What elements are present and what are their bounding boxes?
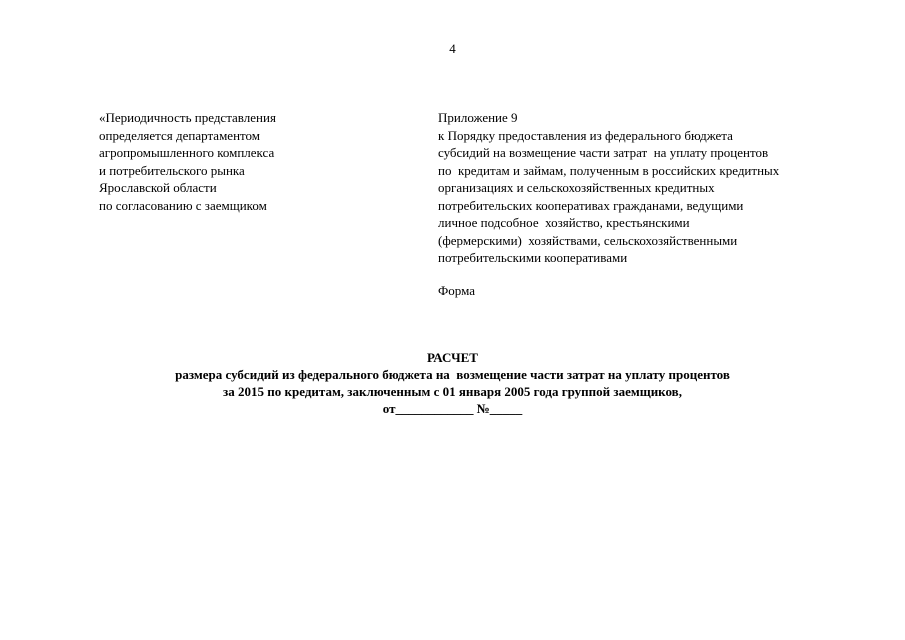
page-number: 4 bbox=[449, 41, 456, 56]
calculation-subtitle-line: за 2015 по кредитам, заключенным с 01 января 2005 года группой заемщиков, bbox=[223, 384, 682, 399]
periodicity-note-line: по согласованию с заемщиком bbox=[99, 197, 267, 213]
appendix-line: личное подсобное хозяйство, крестьянскими bbox=[438, 215, 690, 230]
appendix-line: (фермерскими) хозяйствами, сельскохозяйственными bbox=[438, 232, 738, 248]
calculation-heading bbox=[0, 349, 905, 417]
appendix-title: Приложение 9 bbox=[438, 110, 518, 125]
appendix-line: организациях и сельскохозяйственных кредитных bbox=[438, 180, 715, 195]
appendix-line: субсидий на возмещение части затрат на уплату процентов bbox=[438, 145, 769, 160]
form-label: Форма bbox=[438, 283, 475, 298]
periodicity-note-line: определяется департаментом bbox=[99, 127, 261, 143]
appendix-header bbox=[438, 109, 858, 267]
periodicity-note-line: и потребительского рынка bbox=[99, 162, 245, 178]
calculation-title: РАСЧЕТ bbox=[427, 350, 478, 365]
periodicity-note-line: Ярославской области bbox=[99, 180, 217, 195]
periodicity-note bbox=[99, 109, 399, 214]
appendix-line: потребительских кооперативах гражданами, ведущими bbox=[438, 197, 744, 213]
periodicity-note-line: «Периодичность представления bbox=[99, 110, 276, 125]
appendix-line: к Порядку предоставления из федерального бюджета bbox=[438, 127, 733, 143]
appendix-line: потребительскими кооперативами bbox=[438, 250, 628, 265]
calculation-date-number-line: от____________ №_____ bbox=[382, 401, 523, 416]
periodicity-note-line: агропромышленного комплекса bbox=[99, 145, 275, 160]
calculation-subtitle-line: размера субсидий из федерального бюджета на возмещение части затрат на уплату процентов bbox=[175, 367, 730, 382]
appendix-line: по кредитам и займам, полученным в российских кредитных bbox=[438, 162, 780, 178]
